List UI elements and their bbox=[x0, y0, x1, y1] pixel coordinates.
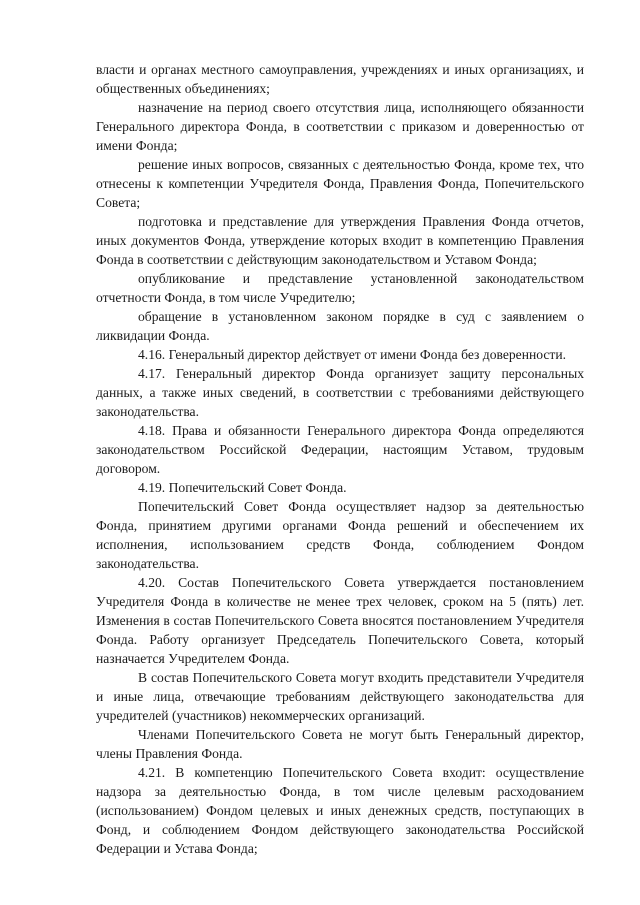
paragraph: 4.21. В компетенцию Попечительского Совета входит: осуществление надзора за деятельностью Фонда, в том числе целевым расходованием (использованием) Фондом целевых и иных денежных средств, поступающих в Фонд, и соблюдением Фондом действующего законодательства Российской Федерации и Устава Фонда; bbox=[96, 765, 584, 856]
paragraph: назначение на период своего отсутствия лица, исполняющего обязанности Генерального директора Фонда, в соответствии с приказом и доверенностью от имени Фонда; bbox=[96, 100, 584, 153]
paragraph: подготовка и представление для утверждения Правления Фонда отчетов, иных документов Фонда, утверждение которых входит в компетенцию Правления Фонда в соответствии с действующим законодательством и Уставом Фонда; bbox=[96, 214, 584, 267]
paragraph: опубликование и представление установленной законодательством отчетности Фонда, в том числе Учредителю; bbox=[96, 271, 584, 305]
paragraph: 4.17. Генеральный директор Фонда организует защиту персональных данных, а также иных сведений, в соответствии с требованиями действующего законодательства. bbox=[96, 366, 584, 419]
paragraph: Членами Попечительского Совета не могут быть Генеральный директор, члены Правления Фонда. bbox=[96, 727, 584, 761]
paragraph: Попечительский Совет Фонда осуществляет надзор за деятельностью Фонда, принятием другими органами Фонда решений и обеспечением их исполнения, использованием средств Фонда, соблюдением Фондом законодательства. bbox=[96, 499, 584, 571]
paragraph: 4.16. Генеральный директор действует от имени Фонда без доверенности. bbox=[138, 347, 567, 362]
paragraph: решение иных вопросов, связанных с деятельностью Фонда, кроме тех, что отнесены к компетенции Учредителя Фонда, Правления Фонда, Попечительского Совета; bbox=[96, 157, 584, 210]
paragraph: власти и органах местного самоуправления, учреждениях и иных организациях, и общественных объединениях; bbox=[96, 62, 584, 96]
paragraph: В состав Попечительского Совета могут входить представители Учредителя и иные лица, отвечающие требованиям действующего законодательства для учредителей (участников) некоммерческих организаций. bbox=[96, 670, 584, 723]
document-page bbox=[96, 60, 584, 858]
paragraph: обращение в установленном законом порядке в суд с заявлением о ликвидации Фонда. bbox=[96, 309, 584, 343]
paragraph: 4.19. Попечительский Совет Фонда. bbox=[138, 480, 347, 495]
paragraph: 4.18. Права и обязанности Генерального директора Фонда определяются законодательством Российской Федерации, настоящим Уставом, трудовым договором. bbox=[96, 423, 584, 476]
paragraph: 4.20. Состав Попечительского Совета утверждается постановлением Учредителя Фонда в количестве не менее трех человек, сроком на 5 (пять) лет. Изменения в состав Попечительского Совета вносятся постановлением Учредителя Фонда. Работу организует Председатель Попечительского Совета, который назначается Учредителем Фонда. bbox=[96, 575, 584, 666]
